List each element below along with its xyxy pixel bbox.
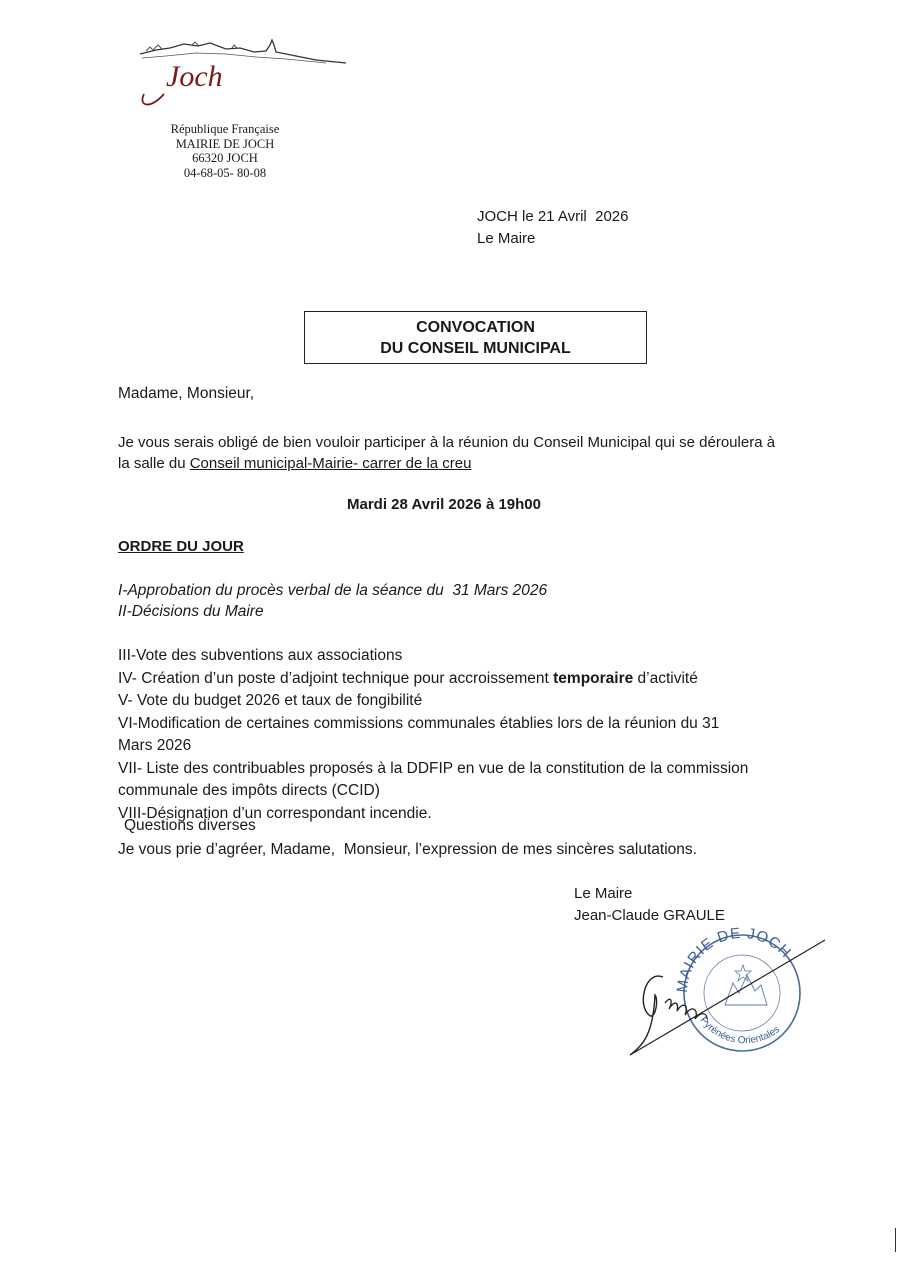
intro-text: Je vous serais obligé de bien vouloir participer à la réunion du Conseil Municipal qui se déroulera à la salle du (118, 434, 776, 472)
agenda-item-4-pre: IV- Création d’un poste d’adjoint technique pour accroissement (118, 669, 554, 687)
agenda-item-2: II-Décisions du Maire (118, 603, 264, 620)
agenda-item-8: VIII-Désignation d’un correspondant incendie. (118, 804, 432, 822)
republic-line: République Française (170, 122, 280, 136)
meeting-location: Conseil municipal-Mairie- carrer de la creu (189, 455, 472, 472)
stamp-top-text: MAIRIE DE JOCH (673, 925, 795, 994)
sender-title: Le Maire (477, 230, 536, 247)
agenda-item-5: V- Vote du budget 2026 et taux de fongibilité (118, 692, 423, 709)
questions-diverses: Questions diverses (124, 817, 256, 834)
mayor-stamp-signature (625, 925, 830, 1060)
title-line-1: CONVOCATION (416, 319, 535, 336)
place-date: JOCH le 21 Avril 2026 (477, 208, 629, 225)
dateline (477, 206, 628, 250)
intro-paragraph (118, 432, 778, 474)
postcode-line: 66320 JOCH (192, 151, 258, 165)
signatory-name: Jean-Claude GRAULE (574, 907, 725, 924)
logo-text: Joch (166, 60, 223, 93)
agenda-item-1: I-Approbation du procès verbal de la séance du 31 Mars 2026 (118, 582, 548, 599)
agenda-italic-items (118, 580, 547, 622)
joch-logo (136, 36, 348, 116)
closing-formula: Je vous prie d’agréer, Madame, Monsieur, l’expression de mes sincères salutations. (118, 841, 697, 858)
document-title (304, 311, 647, 364)
meeting-datetime-text: Mardi 28 Avril 2026 à 19h00 (346, 496, 541, 513)
agenda-item-6: VI-Modification de certaines commissions communales établies lors de la réunion du 31 Mars 2026 (118, 714, 720, 754)
sender-address (140, 122, 310, 180)
agenda-heading: ORDRE DU JOUR (118, 538, 244, 555)
mairie-line: MAIRIE DE JOCH (175, 136, 275, 151)
page-margin-mark (895, 1228, 896, 1252)
agenda-item-4-bold: temporaire (553, 669, 634, 687)
phone-line: 04-68-05- 80-08 (183, 165, 267, 180)
agenda-item-7: VII- Liste des contribuables proposés à la DDFIP en vue de la constitution de la commission communale des impôts directs (CCID) (118, 759, 749, 799)
agenda-list (118, 645, 778, 825)
stamp-bottom-text: Pyrénées Orientales (697, 1014, 783, 1047)
signature-block (574, 883, 725, 927)
agenda-item-3: III-Vote des subventions aux associations (118, 647, 403, 664)
meeting-datetime (0, 496, 900, 513)
agenda-item-4 (118, 668, 778, 691)
greeting: Madame, Monsieur, (118, 385, 255, 402)
signatory-title: Le Maire (574, 885, 633, 902)
handwritten-signature (630, 976, 663, 1055)
title-line-2: DU CONSEIL MUNICIPAL (380, 340, 571, 357)
agenda-item-4-post: d’activité (633, 669, 698, 687)
